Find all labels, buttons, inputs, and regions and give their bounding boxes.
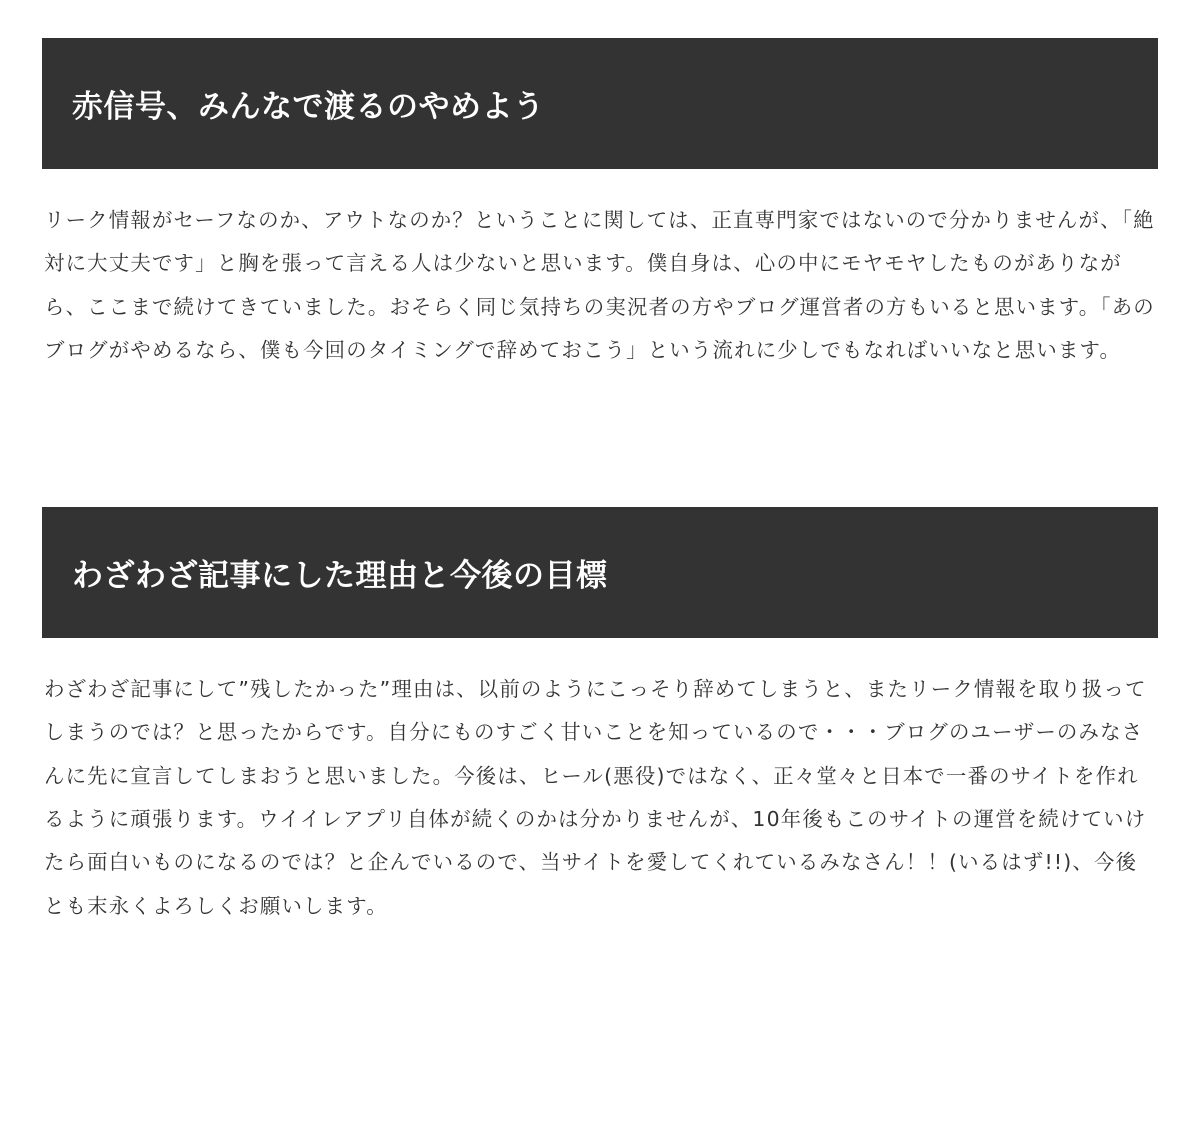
section-reason-and-goal xyxy=(42,507,1158,928)
section-heading: 赤信号、みんなで渡るのやめよう xyxy=(42,38,1158,169)
section-spacer xyxy=(42,372,1158,507)
section-heading: わざわざ記事にした理由と今後の目標 xyxy=(42,507,1158,638)
article-content xyxy=(42,38,1158,928)
section-paragraph: リーク情報がセーフなのか、アウトなのか？ということに関しては、正直専門家ではないので分かりませんが、「絶対に大丈夫です」と胸を張って言える人は少ないと思います。僕自身は、心の中にモヤモヤしたものがありながら、ここまで続けてきていました。おそらく同じ気持ちの実況者の方やブログ運営者の方もいると思います。「あのブログがやめるなら、僕も今回のタイミングで辞めておこう」という流れに少しでもなればいいなと思います。 xyxy=(44,208,1155,362)
section-red-light xyxy=(42,38,1158,372)
section-paragraph: わざわざ記事にして”残したかった”理由は、以前のようにこっそり辞めてしまうと、またリーク情報を取り扱ってしまうのでは？と思ったからです。自分にものすごく甘いことを知っているので・・・ブログのユーザーのみなさんに先に宣言してしまおうと思いました。今後は、ヒール(悪役)ではなく、正々堂々と日本で一番のサイトを作れるように頑張ります。ウイイレアプリ自体が続くのかは分かりませんが、10年後もこのサイトの運営を続けていけたら面白いものになるのでは？と企んでいるので、当サイトを愛してくれているみなさん！！(いるはず!!)、今後とも末永くよろしくお願いします。 xyxy=(44,677,1147,918)
